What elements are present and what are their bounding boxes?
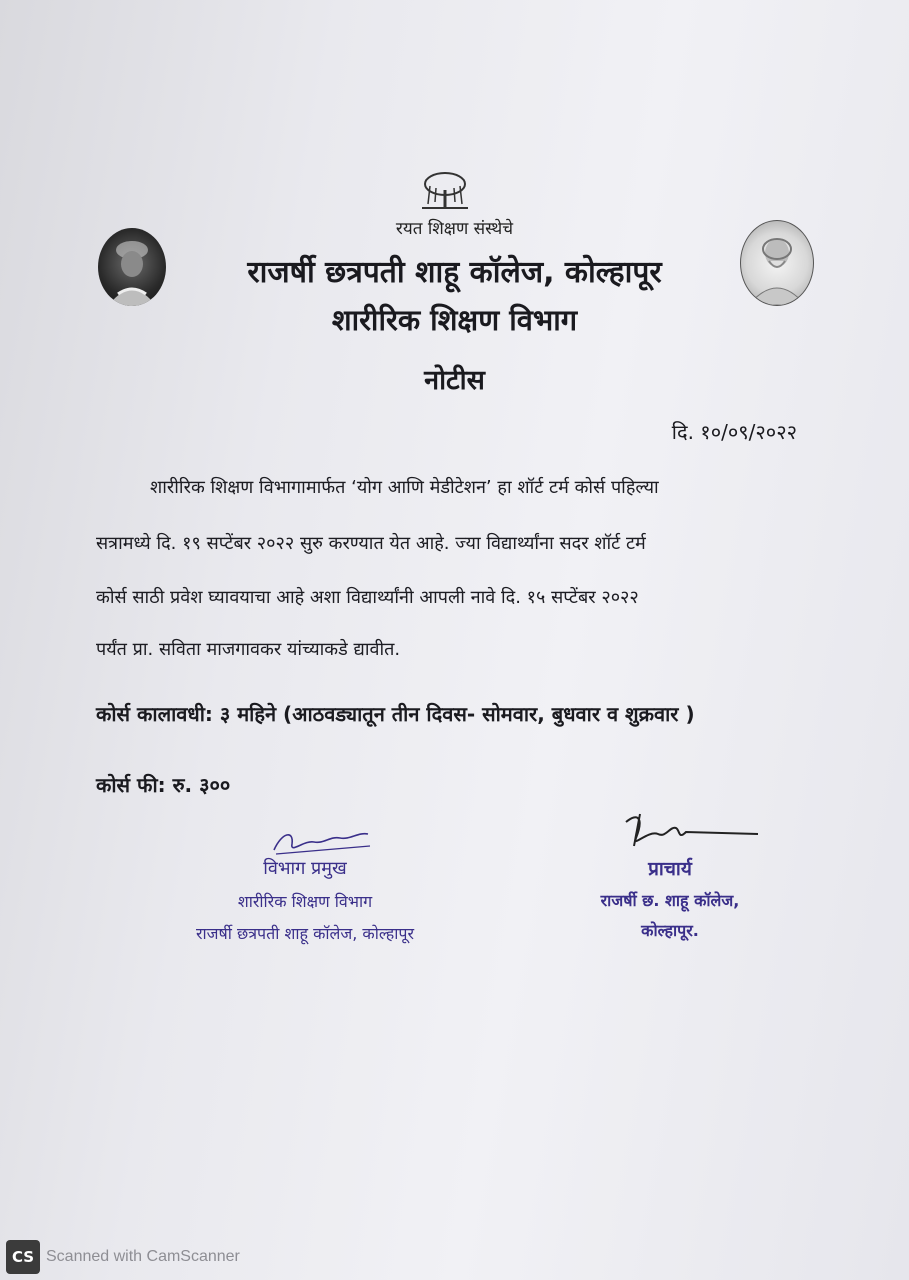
body-line-4: पर्यंत प्रा. सविता माजगावकर यांच्याकडे द्यावीत. xyxy=(96,639,401,660)
principal-stamp xyxy=(570,855,770,949)
portrait-right-image xyxy=(740,220,814,306)
banyan-tree-emblem-icon xyxy=(414,168,476,214)
hod-signature-icon xyxy=(270,824,380,858)
scanner-watermark: Scanned with CamScanner xyxy=(46,1248,240,1265)
college-title: राजर्षी छत्रपती शाहू कॉलेज, कोल्हापूर xyxy=(247,255,662,290)
course-duration: कोर्स कालावधी: ३ महिने (आठवड्यातून तीन दिवस- सोमवार, बुधवार व शुक्रवार ) xyxy=(96,702,695,726)
principal-stamp-title: प्राचार्य xyxy=(648,858,692,880)
notice-heading: नोटीस xyxy=(424,365,485,396)
hod-stamp-title: विभाग प्रमुख xyxy=(263,858,347,879)
principal-stamp-college: राजर्षी छ. शाहू कॉलेज, xyxy=(600,891,740,910)
hod-stamp-college: राजर्षी छत्रपती शाहू कॉलेज, कोल्हापूर xyxy=(195,924,415,943)
hod-stamp xyxy=(160,856,450,954)
body-line-3: कोर्स साठी प्रवेश घ्यावयाचा आहे अशा विद्यार्थ्यांनी आपली नावे दि. १५ सप्टेंबर २०२२ xyxy=(96,587,639,608)
body-line-1: शारीरिक शिक्षण विभागामार्फत ‘योग आणि मेडीटेशन’ हा शॉर्ट टर्म कोर्स पहिल्या xyxy=(150,477,659,498)
principal-stamp-city: कोल्हापूर. xyxy=(641,921,699,940)
portrait-left-image xyxy=(98,228,166,306)
notice-date: दि. १०/०९/२०२२ xyxy=(671,420,797,444)
institution-subtitle: रयत शिक्षण संस्थेचे xyxy=(395,219,514,239)
body-line-2: सत्रामध्ये दि. १९ सप्टेंबर २०२२ सुरु करण्यात येत आहे. ज्या विद्यार्थ्यांना सदर शॉर्ट टर्म xyxy=(96,533,646,554)
course-fee: कोर्स फी: रु. ३०० xyxy=(96,773,231,797)
hod-stamp-department: शारीरिक शिक्षण विभाग xyxy=(237,892,373,911)
principal-signature-icon xyxy=(618,808,768,852)
department-title: शारीरिक शिक्षण विभाग xyxy=(331,303,578,337)
camscanner-logo-icon: CS xyxy=(6,1240,40,1274)
